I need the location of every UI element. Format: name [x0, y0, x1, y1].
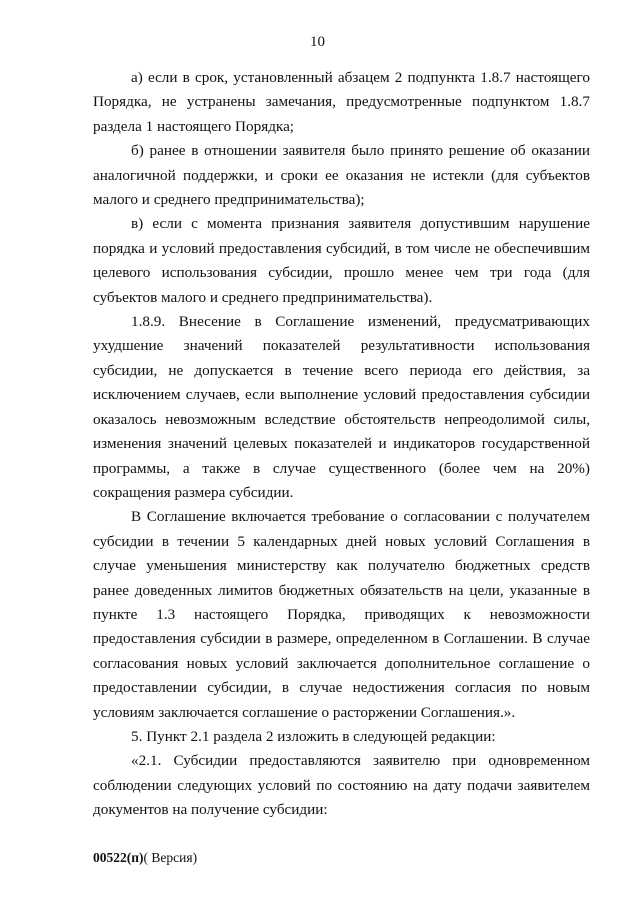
paragraph-agreement-requirement: В Соглашение включается требование о согласовании с получателем субсидии в течении 5 календарных дней новых условий Соглашения в случае уменьшения министерству как получателю бюджетных средств ранее доведенных лимитов бюджетных обязательств на цели, указанные в пункте 1.3 настоящего Порядка, приводящих к невозможности предоставления субсидии в размере, определенном в Соглашении. В случае согласования новых условий заключается дополнительное соглашение о предоставлении субсидии, в случае недостижения согласия по новым условиям заключается соглашение о расторжении Соглашения.».	[93, 508, 590, 721]
footer	[93, 850, 197, 866]
paragraph-v: в) если с момента признания заявителя допустившим нарушение порядка и условий предоставления субсидий, в том числе не обеспечившим целевого использования субсидии, прошло менее чем три года (для субъектов малого и среднего предпринимательства).	[93, 215, 590, 306]
document-body	[93, 66, 590, 823]
paragraph-1-8-9: 1.8.9. Внесение в Соглашение изменений, предусматривающих ухудшение значений показателей результативности использования субсидии, не допускается в течение всего периода его действия, за исключением случаев, если выполнение условий предоставления субсидии оказалось невозможным вследствие обстоятельств непреодолимой силы, изменения значений целевых показателей и индикаторов государственной программы, а также в случае существенного (более чем на 20%) сокращения размера субсидии.	[93, 313, 590, 501]
version-label: ( Версия)	[143, 850, 198, 865]
page-number: 10	[310, 34, 325, 50]
paragraph-b: б) ранее в отношении заявителя было принято решение об оказании аналогичной поддержки, и сроки ее оказания не истекли (для субъектов малого и среднего предпринимательства);	[93, 142, 590, 209]
document-code: 00522(п)	[93, 850, 144, 865]
paragraph-item-5: 5. Пункт 2.1 раздела 2 изложить в следующей редакции:	[131, 727, 496, 745]
paragraph-a: а) если в срок, установленный абзацем 2 подпункта 1.8.7 настоящего Порядка, не устранены замечания, предусмотренные подпунктом 1.8.7 раздела 1 настоящего Порядка;	[93, 69, 590, 135]
paragraph-2-1: «2.1. Субсидии предоставляются заявителю при одновременном соблюдении следующих условий по состоянию на дату подачи заявителем документов на получение субсидии:	[93, 752, 590, 819]
